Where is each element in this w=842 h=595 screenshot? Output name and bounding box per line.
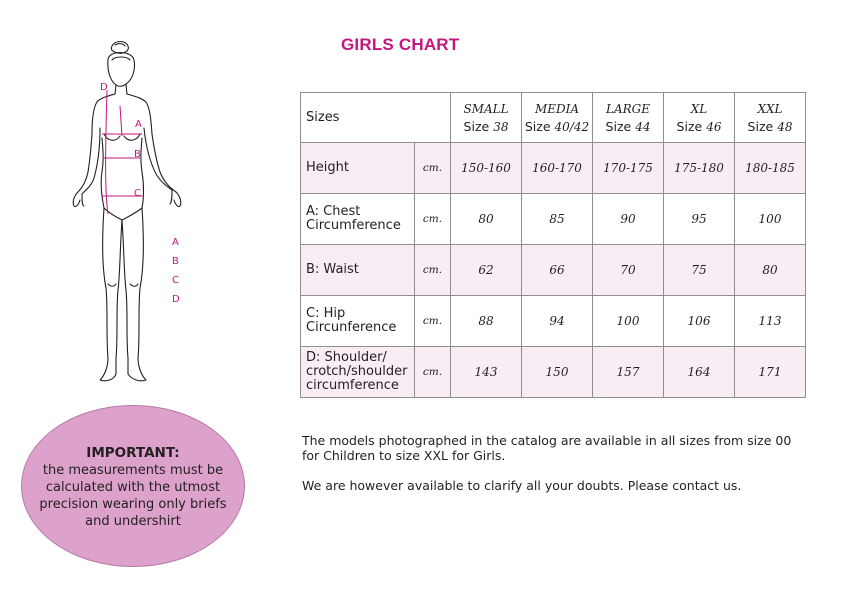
size-word: Size bbox=[605, 118, 632, 134]
table-row-height bbox=[301, 143, 806, 194]
value-cell: 95 bbox=[664, 194, 735, 245]
table-row-shoulder bbox=[301, 347, 806, 398]
important-message: the measurements must be calculated with the utmost precision wearing only briefs and undershirt bbox=[39, 462, 227, 529]
legend-item: A bbox=[172, 237, 179, 248]
note-availability: The models photographed in the catalog are available in all sizes from size 00 for Children to size XXL for Girls. bbox=[302, 433, 792, 463]
legend-item: D bbox=[172, 294, 180, 305]
value-cell: 100 bbox=[735, 194, 806, 245]
row-label-line: D: Shoulder/ bbox=[306, 350, 387, 365]
value-cell: 88 bbox=[451, 296, 522, 347]
column-name: XL bbox=[690, 101, 708, 116]
table-row-hip bbox=[301, 296, 806, 347]
row-label-line: Circumference bbox=[306, 218, 401, 233]
figure-label-b: B bbox=[134, 149, 141, 160]
value-cell: 75 bbox=[664, 245, 735, 296]
column-name: LARGE bbox=[605, 101, 650, 116]
value-cell: 170-175 bbox=[593, 143, 664, 194]
row-label-line: crotch/shoulder bbox=[306, 364, 408, 379]
catalog-notes bbox=[302, 433, 802, 508]
unit-cell: cm. bbox=[415, 143, 451, 194]
value-cell: 160-170 bbox=[522, 143, 593, 194]
figure-label-a: A bbox=[135, 119, 142, 130]
value-cell: 106 bbox=[664, 296, 735, 347]
unit-cell: cm. bbox=[415, 194, 451, 245]
value-cell: 100 bbox=[593, 296, 664, 347]
value-cell: 150 bbox=[522, 347, 593, 398]
value-cell: 180-185 bbox=[735, 143, 806, 194]
row-label-line: circumference bbox=[306, 378, 399, 393]
table-row-waist bbox=[301, 245, 806, 296]
body-figure-illustration bbox=[60, 38, 230, 393]
size-word: Size bbox=[524, 118, 551, 134]
row-label bbox=[301, 296, 415, 347]
value-cell: 70 bbox=[593, 245, 664, 296]
unit-cell: cm. bbox=[415, 347, 451, 398]
unit-cell: cm. bbox=[415, 296, 451, 347]
column-name: XXL bbox=[757, 101, 783, 116]
column-header-small bbox=[451, 93, 522, 143]
legend-item: C bbox=[172, 275, 179, 286]
value-cell: 113 bbox=[735, 296, 806, 347]
value-cell: 90 bbox=[593, 194, 664, 245]
size-word: Size bbox=[463, 118, 490, 134]
sizes-header-cell: Sizes bbox=[301, 93, 451, 143]
size-number: 38 bbox=[493, 119, 509, 134]
size-number: 46 bbox=[706, 119, 722, 134]
value-cell: 94 bbox=[522, 296, 593, 347]
size-word: Size bbox=[747, 118, 774, 134]
table-header-row bbox=[301, 93, 806, 143]
value-cell: 150-160 bbox=[451, 143, 522, 194]
legend-item: B bbox=[172, 256, 179, 267]
size-number: 40/42 bbox=[554, 119, 590, 134]
row-label: Height bbox=[301, 143, 415, 194]
figure-label-c: C bbox=[134, 188, 141, 199]
row-label-line: Circunference bbox=[306, 320, 397, 335]
body-outline-drawing bbox=[60, 38, 230, 393]
value-cell: 171 bbox=[735, 347, 806, 398]
size-number: 48 bbox=[777, 119, 793, 134]
column-header-xl bbox=[664, 93, 735, 143]
size-word: Size bbox=[676, 118, 703, 134]
unit-cell: cm. bbox=[415, 245, 451, 296]
measurement-legend bbox=[172, 233, 186, 309]
value-cell: 80 bbox=[735, 245, 806, 296]
row-label-line: C: Hip bbox=[306, 306, 346, 321]
column-header-large bbox=[593, 93, 664, 143]
row-label-line: A: Chest bbox=[306, 204, 361, 219]
page-title: GIRLS CHART bbox=[341, 35, 460, 54]
value-cell: 143 bbox=[451, 347, 522, 398]
important-callout bbox=[21, 405, 245, 567]
value-cell: 157 bbox=[593, 347, 664, 398]
value-cell: 85 bbox=[522, 194, 593, 245]
row-label bbox=[301, 194, 415, 245]
table-row-chest bbox=[301, 194, 806, 245]
column-name: SMALL bbox=[463, 101, 509, 116]
column-header-media bbox=[522, 93, 593, 143]
figure-label-d: D bbox=[100, 82, 108, 93]
row-label bbox=[301, 347, 415, 398]
note-contact: We are however available to clarify all your doubts. Please contact us. bbox=[302, 478, 742, 493]
important-heading: IMPORTANT: bbox=[86, 444, 180, 461]
value-cell: 175-180 bbox=[664, 143, 735, 194]
column-name: MEDIA bbox=[534, 101, 580, 116]
value-cell: 164 bbox=[664, 347, 735, 398]
row-label: B: Waist bbox=[301, 245, 415, 296]
value-cell: 80 bbox=[451, 194, 522, 245]
size-chart-table bbox=[300, 92, 806, 398]
value-cell: 66 bbox=[522, 245, 593, 296]
column-header-xxl bbox=[735, 93, 806, 143]
value-cell: 62 bbox=[451, 245, 522, 296]
size-number: 44 bbox=[635, 119, 651, 134]
